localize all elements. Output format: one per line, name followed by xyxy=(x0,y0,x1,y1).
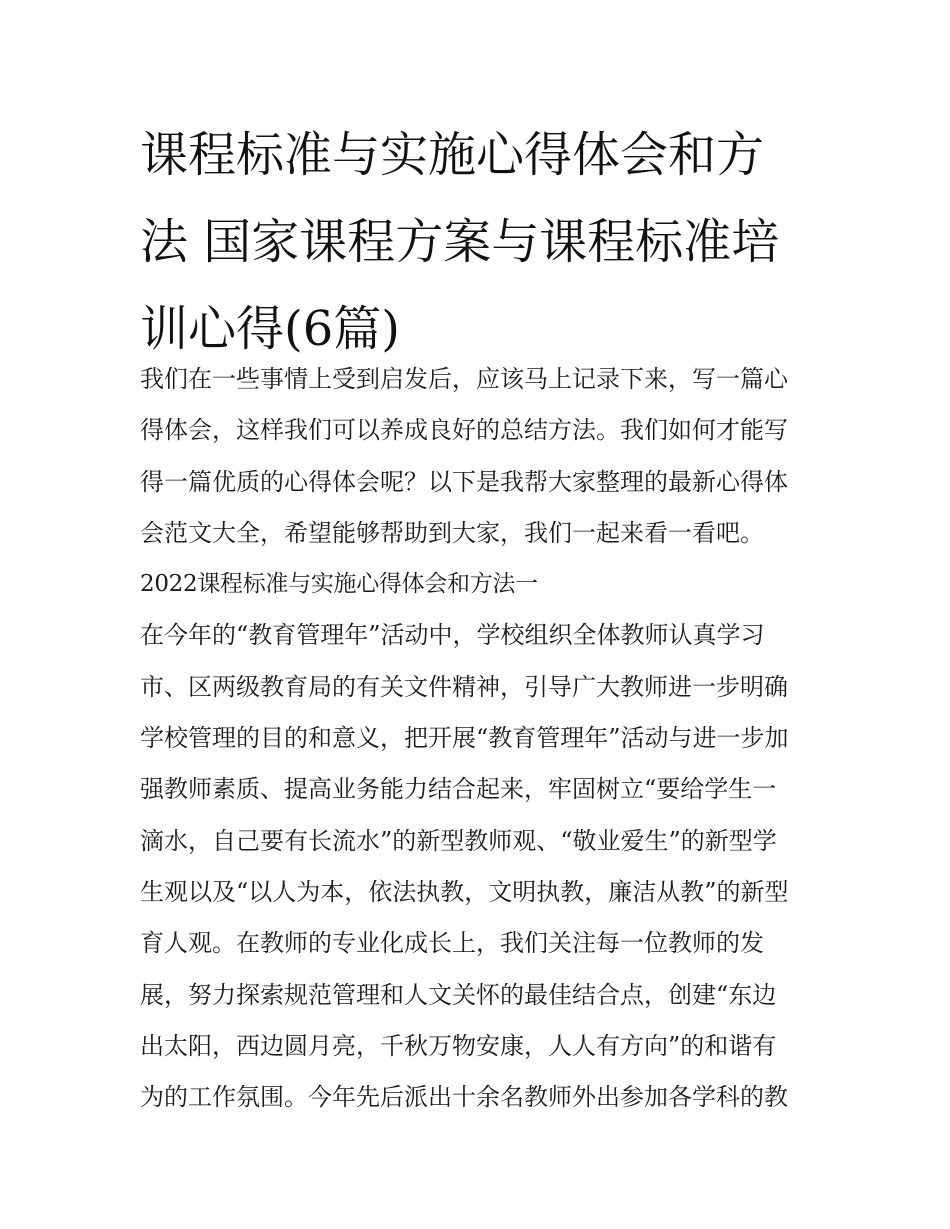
intro-paragraph-line: 得体会，这样我们可以养成良好的总结方法。我们如何才能写 xyxy=(140,416,788,445)
section-paragraph-line: 滴水，自己要有长流水”的新型教师观、“敬业爱生”的新型学 xyxy=(140,826,777,855)
section-paragraph-line: 强教师素质、提高业务能力结合起来，牢固树立“要给学生一 xyxy=(140,775,777,804)
intro-paragraph-line: 我们在一些事情上受到启发后，应该马上记录下来，写一篇心 xyxy=(140,365,788,393)
title-line: 课程标准与实施心得体会和方 xyxy=(140,127,765,183)
document-body xyxy=(140,354,830,1123)
section-paragraph-line: 学校管理的目的和意义，把开展“教育管理年”活动与进一步加 xyxy=(140,724,789,753)
section-paragraph-line: 生观以及“以人为本，依法执教，文明执教，廉洁从教”的新型 xyxy=(140,877,789,906)
section-paragraph-line: 出太阳，西边圆月亮，千秋万物安康，人人有方向”的和谐有 xyxy=(140,1031,777,1060)
section-paragraph-line: 在今年的“教育管理年”活动中，学校组织全体教师认真学习 xyxy=(140,621,765,650)
title-line: 训心得(6篇) xyxy=(140,301,400,357)
section-paragraph-line: 育人观。在教师的专业化成长上，我们关注每一位教师的发 xyxy=(140,929,764,958)
section-heading: 2022课程标准与实施心得体会和方法一 xyxy=(140,571,538,598)
intro-paragraph-line: 会范文大全，希望能够帮助到大家，我们一起来看一看吧。 xyxy=(140,518,764,547)
section-paragraph-line: 展，努力探索规范管理和人文关怀的最佳结合点，创建“东边 xyxy=(140,980,777,1009)
intro-paragraph-line: 得一篇优质的心得体会呢？以下是我帮大家整理的最新心得体 xyxy=(140,467,788,496)
title-line: 法 国家课程方案与课程标准培 xyxy=(140,214,780,270)
section-paragraph-line: 市、区两级教育局的有关文件精神，引导广大教师进一步明确 xyxy=(140,672,788,701)
section-paragraph-line: 为的工作氛围。今年先后派出十余名教师外出参加各学科的教 xyxy=(140,1083,788,1112)
document-title xyxy=(140,112,820,373)
